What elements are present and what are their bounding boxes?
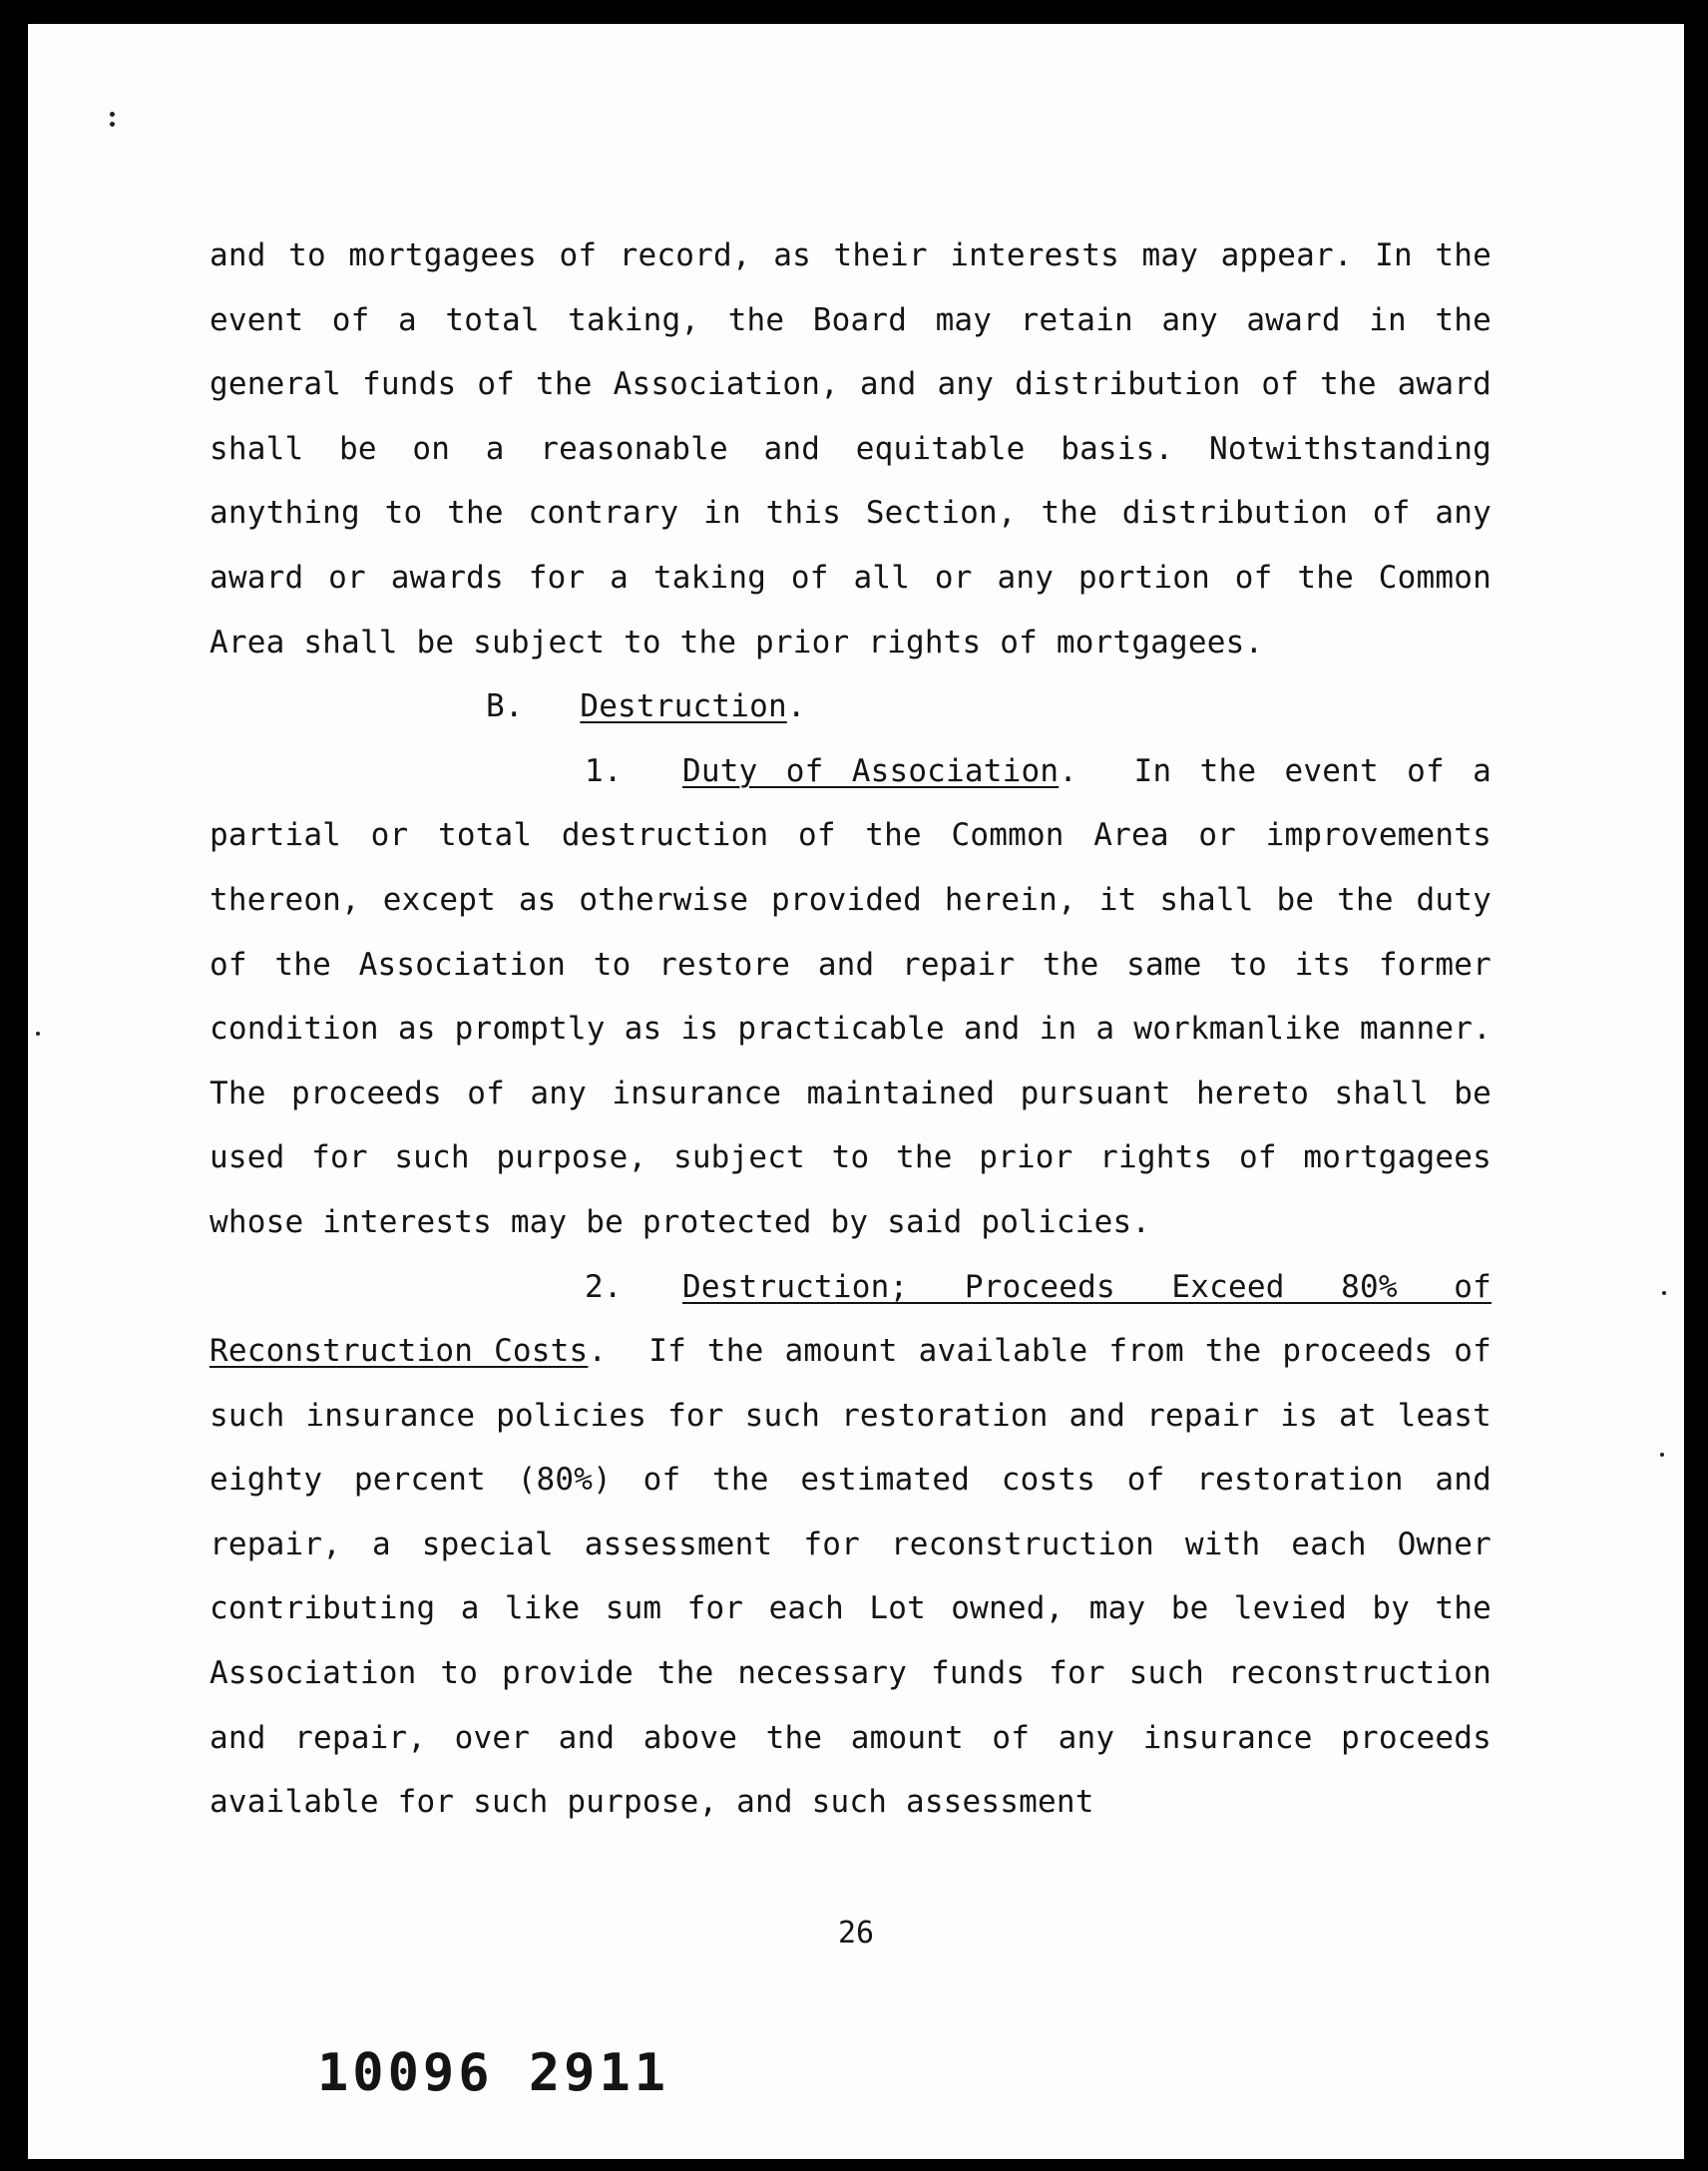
item-2-title: Destruction; Proceeds Exceed 80% of Reconstruction Costs: [210, 1268, 1492, 1370]
item-2-paragraph: [210, 1255, 1492, 1835]
item-2-number: 2.: [585, 1268, 623, 1305]
item-1-paragraph: [210, 739, 1492, 1255]
scan-speck: [1662, 1291, 1666, 1295]
item-1-text: In the event of a partial or total destruction of the Common Area or improvements thereon, except as otherwise provided herein, it shall be the duty of the Association to restore and repair the same to its former condition as promptly as is practicable and in a workmanlike manner. The proceeds of any insurance maintained pursuant hereto shall be used for such purpose, subject to the prior rights of mortgagees whose interests may be protected by said policies.: [210, 752, 1492, 1240]
scan-speck: [36, 1032, 40, 1036]
document-page: [28, 24, 1684, 2159]
item-1-title-suffix: .: [1059, 752, 1078, 789]
section-b-label: B.: [486, 688, 524, 725]
page-number: 26: [837, 1916, 875, 1951]
document-stamp-number: 10096 2911: [317, 2043, 670, 2103]
section-b-title-suffix: .: [786, 688, 806, 725]
document-body: [210, 223, 1492, 1835]
item-1-title: Duty of Association: [682, 752, 1060, 789]
section-b-heading: [210, 674, 1492, 739]
scan-speck: [110, 112, 115, 117]
item-1-number: 1.: [585, 752, 623, 789]
item-2-text: If the amount available from the proceeds of such insurance policies for such restoration and repair is at least eighty percent (80%) of the estimated costs of restoration and repair, a special assessment for reconstruction with each Owner contributing a like sum for each Lot owned, may be levied by the Association to provide the necessary funds for such reconstruction and repair, over and above the amount of any insurance proceeds available for such purpose, and such assessment: [210, 1333, 1492, 1821]
item-2-title-suffix: .: [588, 1333, 608, 1370]
section-b-title: Destruction: [580, 688, 787, 725]
scan-speck: [1660, 1453, 1664, 1457]
paragraph-takings: and to mortgagees of record, as their interests may appear. In the event of a total taking, the Board may retain any award in the general funds of the Association, and any distribution of the award shall be on a reasonable and equitable basis. Notwithstanding anything to the contrary in this Section, the distribution of any award or awards for a taking of all or any portion of the Common Area shall be subject to the prior rights of mortgagees.: [210, 237, 1492, 660]
scan-speck: [110, 122, 115, 127]
